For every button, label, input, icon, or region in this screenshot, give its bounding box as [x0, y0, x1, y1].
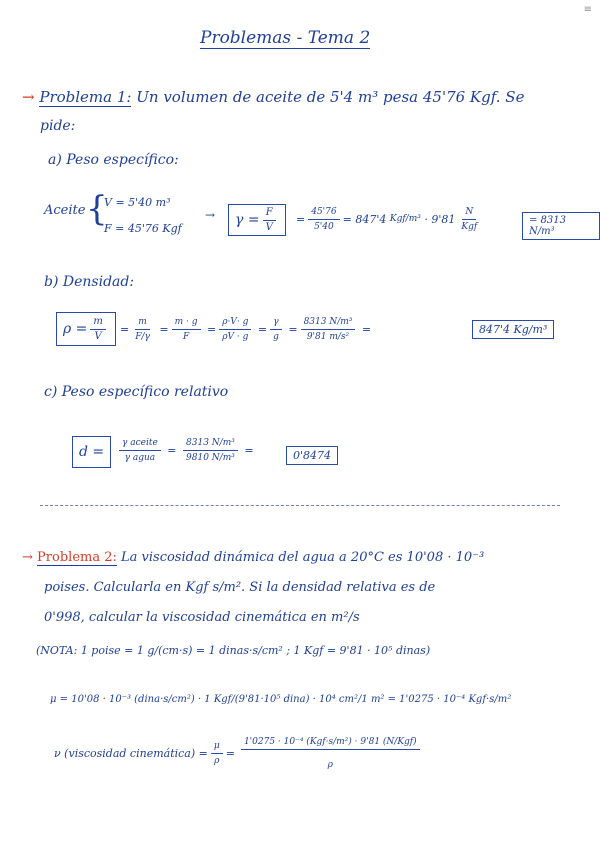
- arrow-icon: →: [22, 550, 33, 565]
- density-num: m: [90, 315, 105, 330]
- specific-weight-calc: = $\frac{45'76}{5'40}$ = 847'4 Kgf/m³ · 9'81 $\frac{N}{\text{Kgf}}$: [296, 204, 483, 234]
- density-result: 847'4 Kg/m³: [472, 320, 554, 339]
- relative-num: 8313 N/m³: [183, 436, 238, 451]
- deriv-num-3: ρ·V· g: [219, 315, 251, 330]
- deriv-den-2: F: [182, 331, 190, 342]
- part-b-label: b) Densidad:: [44, 274, 135, 290]
- calc-value: = 847'4: [342, 212, 387, 226]
- frac-num-f: F: [263, 206, 276, 221]
- density-calc-num: 8313 N/m³: [301, 315, 356, 330]
- calc-num: 45'76: [308, 205, 339, 220]
- d-symbol: d: [79, 444, 88, 460]
- relative-weight-result: 0'8474: [286, 446, 338, 465]
- relative-weight-formula: d =: [72, 436, 111, 468]
- problem2-line1: La viscosidad dinámica del agua a 20°C es 10'08 · 10⁻³: [121, 550, 485, 565]
- page-mark: ≡: [583, 4, 592, 15]
- deriv-num-4: γ: [270, 315, 281, 330]
- arrow-symbol: →: [205, 208, 216, 222]
- rho-symbol: ρ: [63, 321, 72, 337]
- frac-den-v: V: [265, 221, 273, 233]
- deriv-den-3: ρV · g: [222, 331, 249, 342]
- gamma-agua: γ agua: [124, 452, 156, 463]
- nu-calc-num: 1'0275 · 10⁻⁴ (Kgf·s/m²) · 9'81 (N/Kgf): [241, 735, 420, 750]
- mu-calculation: μ = 10'08 · 10⁻³ (dina·s/cm²) · 1 Kgf/(9'81·10⁵ dina) · 10⁴ cm²/1 m² = 1'0275 · 10⁻⁴ Kgf·s/m²: [50, 694, 512, 705]
- specific-weight-result: = 8313 N/m³: [522, 212, 600, 240]
- calc-mult: · 9'81: [424, 212, 456, 226]
- relative-den: 9810 N/m³: [186, 452, 235, 463]
- aceite-label: Aceite: [44, 203, 86, 218]
- density-den: V: [94, 330, 102, 342]
- arrow-icon: →: [22, 88, 35, 106]
- part-c-label: c) Peso específico relativo: [44, 384, 229, 400]
- relative-weight-calc: $\frac{\text{γ aceite}}{\text{γ agua}}$ = $\frac{\text{8313 N/m³}}{\text{9810 N/m³}}$ =: [116, 432, 254, 468]
- nu-frac-den: ρ: [214, 755, 220, 766]
- nu-label: ν (viscosidad cinemática) =: [54, 746, 208, 760]
- problem2-header: [22, 550, 484, 565]
- problem2-line2: poises. Calcularla en Kgf s/m². Si la densidad relativa es de: [44, 580, 436, 595]
- problem1-header: [22, 88, 524, 106]
- nu-calculation: ν (viscosidad cinemática) = $\frac{\mu}{\rho}$ = $\frac{\text{1'0275 · 10⁻⁴ (Kgf·s/m²) · 9'81 (N/Kgf)}}{\rho}$: [54, 736, 423, 770]
- density-derivation: = $\frac{m}{F/\gamma}$ = $\frac{m \cdot g}{F}$ = $\frac{\rho\cdot V\cdot g}{\rho V \cdot g}$ = $\frac{\gamma}{g}$ = $\frac{\text{8313 N/m³}}{\text{9'81 m/s²}}$ =: [120, 316, 372, 342]
- weight-value: F = 45'76 Kgf: [104, 222, 182, 235]
- problem1-statement: Un volumen de aceite de 5'4 m³ pesa 45'76 Kgf. Se: [136, 88, 525, 106]
- conv-num: N: [462, 205, 476, 220]
- nu-frac-num: μ: [211, 739, 223, 754]
- problem2-note: (NOTA: 1 poise = 1 g/(cm·s) = 1 dinas·s/cm² ; 1 Kgf = 9'81 · 10⁵ dinas): [36, 644, 431, 657]
- deriv-num-2: m · g: [172, 315, 201, 330]
- calc-unit: Kgf/m³: [389, 214, 421, 224]
- density-formula: ρ = $\frac{m}{V}$: [56, 312, 116, 346]
- gamma-aceite: γ aceite: [119, 436, 161, 451]
- deriv-den-gamma: γ: [144, 331, 150, 342]
- problem1-statement-2: pide:: [40, 118, 76, 134]
- conv-den: Kgf: [461, 221, 478, 232]
- brace-symbol: {: [86, 189, 108, 229]
- gamma-symbol: γ: [235, 212, 244, 228]
- problem2-line3: 0'998, calcular la viscosidad cinemática en m²/s: [44, 610, 360, 625]
- page-title: Problemas - Tema 2: [200, 28, 371, 48]
- deriv-den-f: F: [135, 331, 142, 342]
- problem2-label: Problema 2:: [37, 550, 117, 565]
- density-calc-den: 9'81 m/s²: [306, 331, 350, 342]
- deriv-num-1: m: [135, 315, 150, 330]
- volume-value: V = 5'40 m³: [104, 196, 171, 209]
- deriv-den-4: g: [273, 331, 279, 342]
- part-a-label: a) Peso específico:: [48, 152, 179, 168]
- calc-den: 5'40: [314, 221, 334, 232]
- problem1-label: Problema 1:: [39, 88, 132, 106]
- nu-calc-den: ρ: [327, 759, 333, 770]
- specific-weight-formula: γ = $\frac{F}{V}$: [228, 204, 286, 236]
- section-divider: [40, 505, 560, 506]
